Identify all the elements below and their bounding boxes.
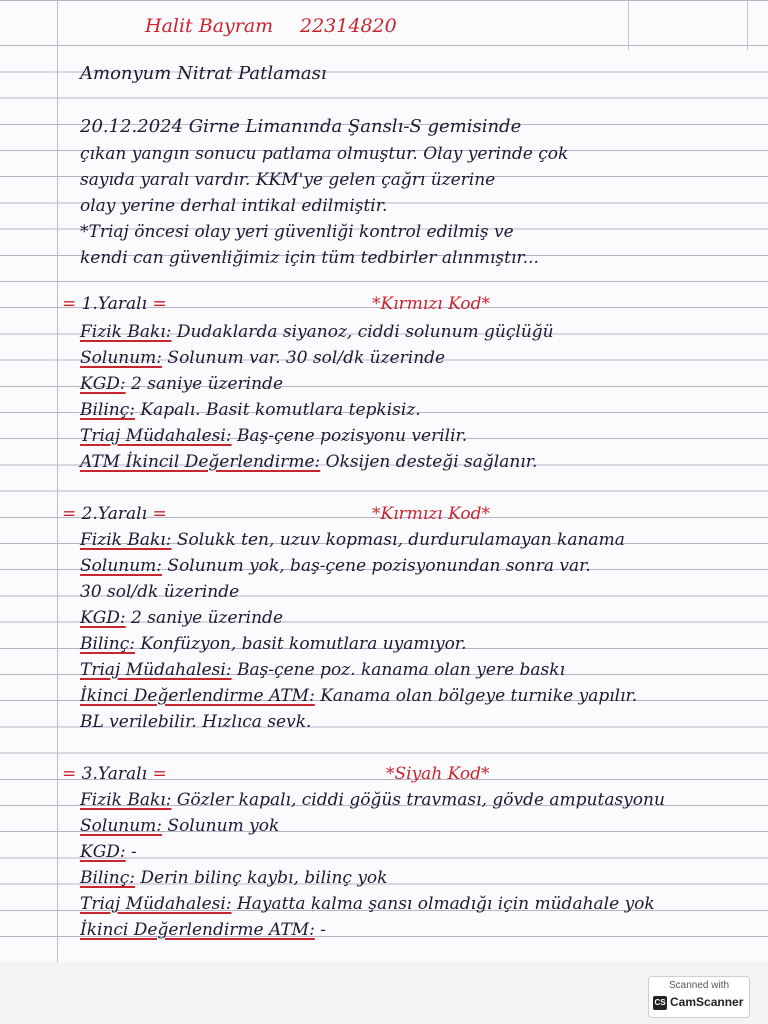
detail-label: Solunum: [80, 556, 163, 576]
student-id: 22314820 [300, 15, 397, 37]
detail-value: 30 sol/dk üzerinde [80, 582, 240, 602]
detail-value: Baş-çene pozisyonu verilir. [231, 426, 468, 446]
scanned-with-label: Scanned with [668, 980, 730, 991]
detail-line [80, 452, 537, 472]
casualty-heading: = 1.Yaralı = [62, 294, 167, 314]
author-name: Halit Bayram [145, 15, 274, 37]
intro-line: çıkan yangın sonucu patlama olmuştur. Olay yerinde çok [80, 144, 569, 164]
detail-line [80, 400, 421, 420]
detail-line [80, 608, 283, 628]
detail-line [80, 816, 279, 836]
intro-line: *Triaj öncesi olay yeri güvenliği kontrol edilmiş ve [80, 222, 514, 242]
detail-line [80, 530, 625, 550]
detail-value: - [125, 842, 137, 862]
detail-label: Fizik Bakı: [80, 530, 172, 550]
casualty-heading: = 3.Yaralı = [62, 764, 167, 784]
intro-line: 20.12.2024 Girne Limanında Şanslı-S gemisinde [80, 116, 522, 137]
detail-value: Gözler kapalı, ciddi göğüs travması, gövde amputasyonu [171, 790, 665, 810]
detail-label: Bilinç: [80, 400, 136, 420]
detail-value: Hayatta kalma şansı olmadığı için müdahale yok [231, 894, 655, 914]
detail-value: - [314, 920, 326, 940]
detail-label: Fizik Bakı: [80, 322, 172, 342]
detail-line [80, 556, 591, 576]
triage-code: *Kırmızı Kod* [372, 504, 490, 524]
detail-label: İkinci Değerlendirme ATM: [80, 920, 315, 940]
detail-value: Derin bilinç kaybı, bilinç yok [135, 868, 388, 888]
triage-code: *Kırmızı Kod* [372, 294, 490, 314]
detail-label: KGD: [80, 608, 126, 628]
detail-line [80, 894, 655, 914]
detail-label: Triaj Müdahalesi: [80, 894, 232, 914]
detail-line [80, 712, 311, 732]
camscanner-brand: CamScanner [670, 995, 744, 1009]
detail-value: Solukk ten, uzuv kopması, durdurulamayan kanama [171, 530, 625, 550]
detail-line [80, 920, 326, 940]
detail-line [80, 322, 554, 342]
detail-line [80, 868, 387, 888]
detail-line [80, 790, 665, 810]
detail-value: Konfüzyon, basit komutlara uyamıyor. [135, 634, 467, 654]
detail-label: ATM İkincil Değerlendirme: [80, 452, 321, 472]
detail-value: 2 saniye üzerinde [125, 374, 283, 394]
detail-label: İkinci Değerlendirme ATM: [80, 686, 315, 706]
detail-label: Solunum: [80, 816, 163, 836]
detail-value: Solunum yok [162, 816, 280, 836]
detail-label: Fizik Bakı: [80, 790, 172, 810]
detail-line [80, 348, 445, 368]
margin-line [57, 0, 58, 962]
detail-label: Triaj Müdahalesi: [80, 426, 232, 446]
detail-line [80, 374, 283, 394]
detail-line [80, 842, 137, 862]
detail-label: KGD: [80, 842, 126, 862]
detail-value: Oksijen desteği sağlanır. [320, 452, 538, 472]
detail-line [80, 686, 637, 706]
detail-value: Solunum yok, baş-çene pozisyonundan sonra var. [162, 556, 591, 576]
detail-line [80, 426, 467, 446]
detail-line [80, 634, 466, 654]
detail-value: 2 saniye üzerinde [125, 608, 283, 628]
intro-line: kendi can güvenliğimiz için tüm tedbirler alınmıştır... [80, 248, 539, 268]
detail-value: BL verilebilir. Hızlıca sevk. [80, 712, 312, 732]
detail-value: Dudaklarda siyanoz, ciddi solunum güçlüğü [171, 322, 554, 342]
casualty-heading: = 2.Yaralı = [62, 504, 167, 524]
detail-label: Bilinç: [80, 634, 136, 654]
detail-value: Solunum var. 30 sol/dk üzerinde [162, 348, 446, 368]
detail-value: Kapalı. Basit komutlara tepkisiz. [135, 400, 421, 420]
header-box [628, 0, 748, 50]
detail-label: KGD: [80, 374, 126, 394]
page-title: Amonyum Nitrat Patlaması [80, 63, 327, 84]
detail-value: Kanama olan bölgeye turnike yapılır. [314, 686, 638, 706]
camscanner-logo-icon: CS [653, 996, 667, 1010]
detail-line [80, 660, 565, 680]
detail-label: Triaj Müdahalesi: [80, 660, 232, 680]
intro-line: olay yerine derhal intikal edilmiştir. [80, 196, 388, 216]
camscanner-badge [648, 976, 750, 1018]
detail-line [80, 582, 239, 602]
detail-label: Solunum: [80, 348, 163, 368]
triage-code: *Siyah Kod* [386, 764, 490, 784]
intro-line: sayıda yaralı vardır. KKM'ye gelen çağrı üzerine [80, 170, 496, 190]
detail-label: Bilinç: [80, 868, 136, 888]
detail-value: Baş-çene poz. kanama olan yere baskı [231, 660, 566, 680]
